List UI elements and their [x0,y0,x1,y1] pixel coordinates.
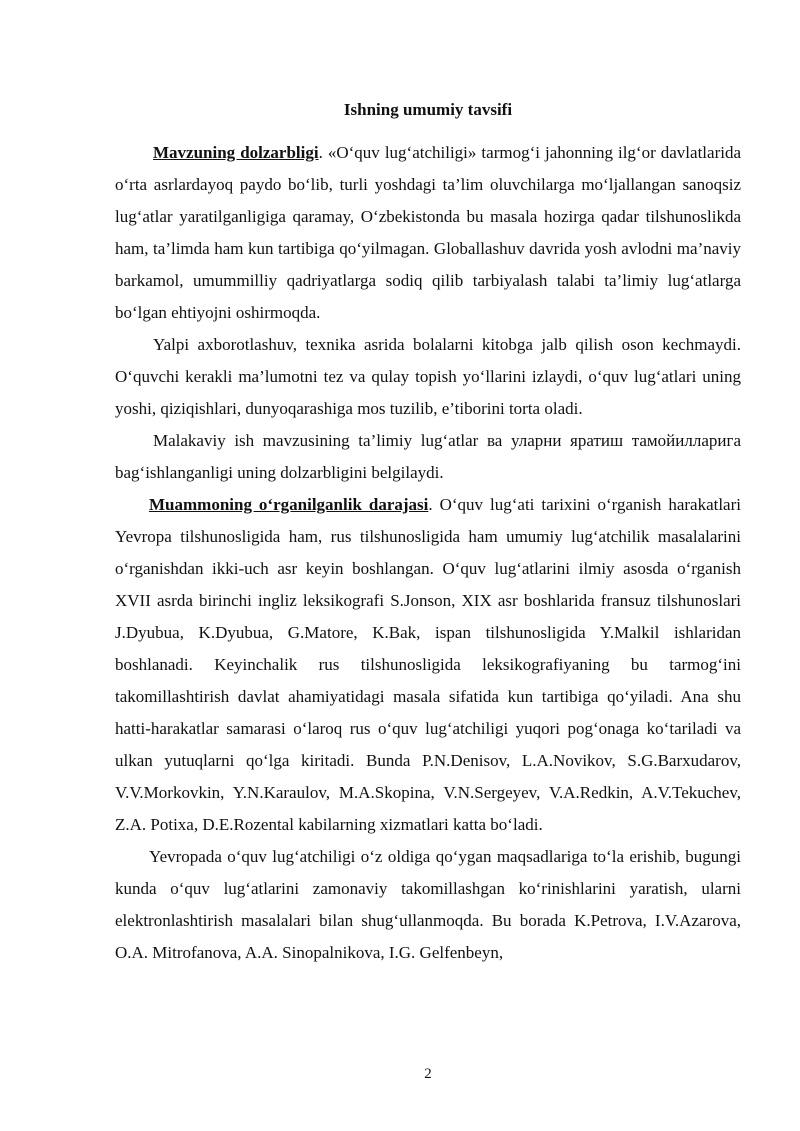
page-title: Ishning umumiy tavsifi [343,100,513,119]
document-body [115,137,741,969]
paragraph-text: O‘quv lug‘ati tarixini o‘rganish harakatlari Yevropa tilshunosligida ham, rus tilshunosligida ham umumiy lug‘atchilik masalalarini o‘rganishdan ikki-uch asr keyin boshlangan. O‘quv lug‘atlarini ilmiy asosda o‘rganish XVII asrda birinchi ingliz leksikografi S.Jonson, XIX asr boshlarida fransuz tilshunoslari J.Dyubua, K.Dyubua, G.Matore, K.Bak, ispan tilshunosligida Y.Malkil ishlaridan boshlanadi. Keyinchalik rus tilshunosligida leksikografiyaning bu tarmog‘ini takomillashtirish davlat ahamiyatidagi masala sifatida kun tartibiga qo‘yiladi. Ana shu hatti-harakatlar samarasi o‘laroq rus o‘quv lug‘atchiligi yuqori pog‘onaga ko‘tariladi va ulkan yutuqlarni qo‘lga kiritadi. Bunda P.N.Denisov, L.A.Novikov, S.G.Barxudarov, V.V.Morkovkin, Y.N.Karaulov, M.A.Skopina, V.N.Sergeyev, V.A.Redkin, A.V.Tekuchev, Z.A. Potixa, D.E.Rozental kabilarning xizmatlari katta bo‘ladi. [115,495,741,834]
section-heading-study-degree: Muammoning o‘rganilganlik darajasi [149,495,429,514]
paragraph-study-degree [115,489,741,841]
heading-suffix: . [428,495,433,514]
paragraph-text: «O‘quv lug‘atchiligi» tarmog‘i jahonning ilg‘or davlatlarida o‘rta asrlardayoq paydo bo‘lib, turli yoshdagi ta’lim oluvchilarga mo‘ljallangan sanoqsiz lug‘atlar yaratilganligiga qaramay, O‘zbekistonda bu masala hozirga qadar tilshunoslikda ham, ta’limda ham kun tartibiga qo‘yilmagan. Globallashuv davrida yosh avlodni ma’naviy barkamol, umummilliy qadriyatlarga sodiq qilib tarbiyalash talabi ta’limiy lug‘atlarga bo‘lgan ehtiyojni oshirmoqda. [115,143,741,322]
page-number: 2 [424,1066,432,1082]
paragraph-3: Malakaviy ish mavzusining ta’limiy lug‘atlar ва уларни яратиш тамойилларига bag‘ishlanganligi uning dolzarbligini belgilaydi. [115,431,741,482]
paragraph-relevance [115,137,741,329]
document-page [115,0,741,1131]
heading-suffix: . [318,143,323,162]
paragraph-2: Yalpi axborotlashuv, texnika asrida bolalarni kitobga jalb qilish oson kechmaydi. O‘quvchi kerakli ma’lumotni tez va qulay topish yo‘llarini izlaydi, o‘quv lug‘atlari uning yoshi, qiziqishlari, dunyoqarashiga mos tuzilib, e’tiborini torta oladi. [115,335,741,418]
paragraph-5: Yevropada o‘quv lug‘atchiligi o‘z oldiga qo‘ygan maqsadlariga to‘la erishib, bugungi kunda o‘quv lug‘atlarini zamonaviy takomillashgan ko‘rinishlarini yaratish, ularni elektronlashtirish masalalari bilan shug‘ullanmoqda. Bu borada K.Petrova, I.V.Azarova, O.A. Mitrofanova, A.A. Sinopalnikova, I.G. Gelfenbeyn, [115,847,741,962]
section-heading-relevance: Mavzuning dolzarbligi [153,143,319,162]
